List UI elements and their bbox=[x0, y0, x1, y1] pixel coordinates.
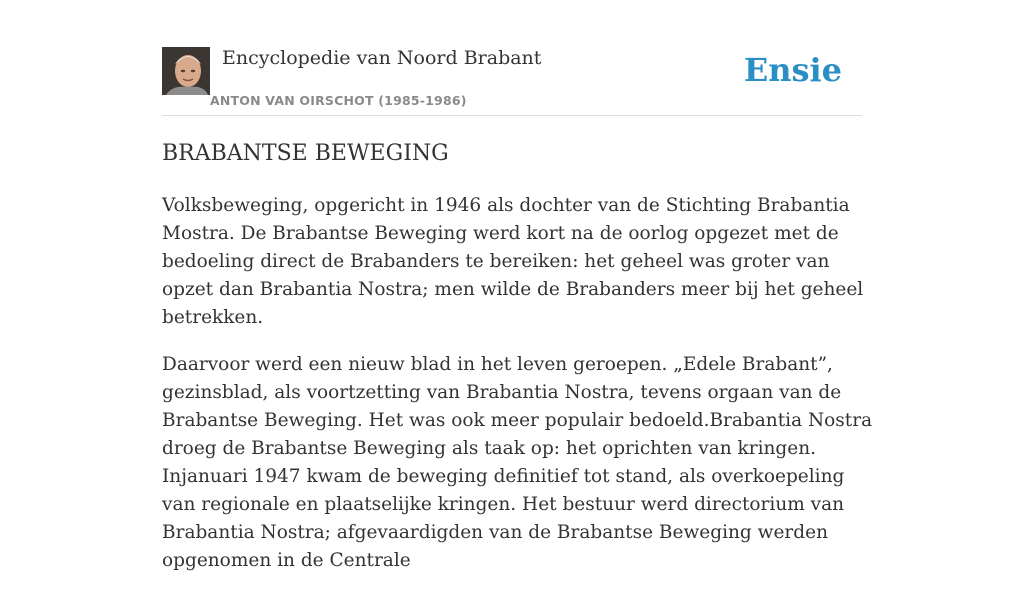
entry-title: BRABANTSE BEWEGING bbox=[162, 141, 449, 166]
paragraph: Daarvoor werd een nieuw blad in het leven geroepen. „Edele Brabant”, gezinsblad, als voortzetting van Brabantia Nostra, tevens orgaan van de Brabantse Beweging. Het was ook meer populair bedoeld.Brabantia Nostra droeg de Brabantse Beweging als taak op: het oprichten van kringen. Injanuari 1947 kwam de beweging definitief tot stand, als overkoepeling van regionale en plaatselijke kringen. Het bestuur werd directorium van Brabantia Nostra; afgevaardigden van de Brabantse Beweging werden opgenomen in de Centrale bbox=[162, 354, 873, 571]
paragraph: Volksbeweging, opgericht in 1946 als dochter van de Stichting Brabantia Mostra. De Brabantse Beweging werd kort na de oorlog opgezet met de bedoeling direct de Brabanders te bereiken: het geheel was groter van opzet dan Brabantia Nostra; men wilde de Brabanders meer bij het geheel betrekken. bbox=[162, 195, 864, 328]
source-title[interactable]: Encyclopedie van Noord Brabant bbox=[222, 47, 542, 69]
portrait-image bbox=[162, 47, 210, 95]
page-content bbox=[162, 0, 873, 571]
ensie-logo[interactable]: Ensie bbox=[743, 51, 842, 89]
author-avatar[interactable] bbox=[162, 47, 210, 95]
entry-body bbox=[162, 192, 874, 594]
author-name[interactable]: ANTON VAN OIRSCHOT (1985-1986) bbox=[210, 93, 467, 108]
source-header bbox=[162, 0, 862, 116]
